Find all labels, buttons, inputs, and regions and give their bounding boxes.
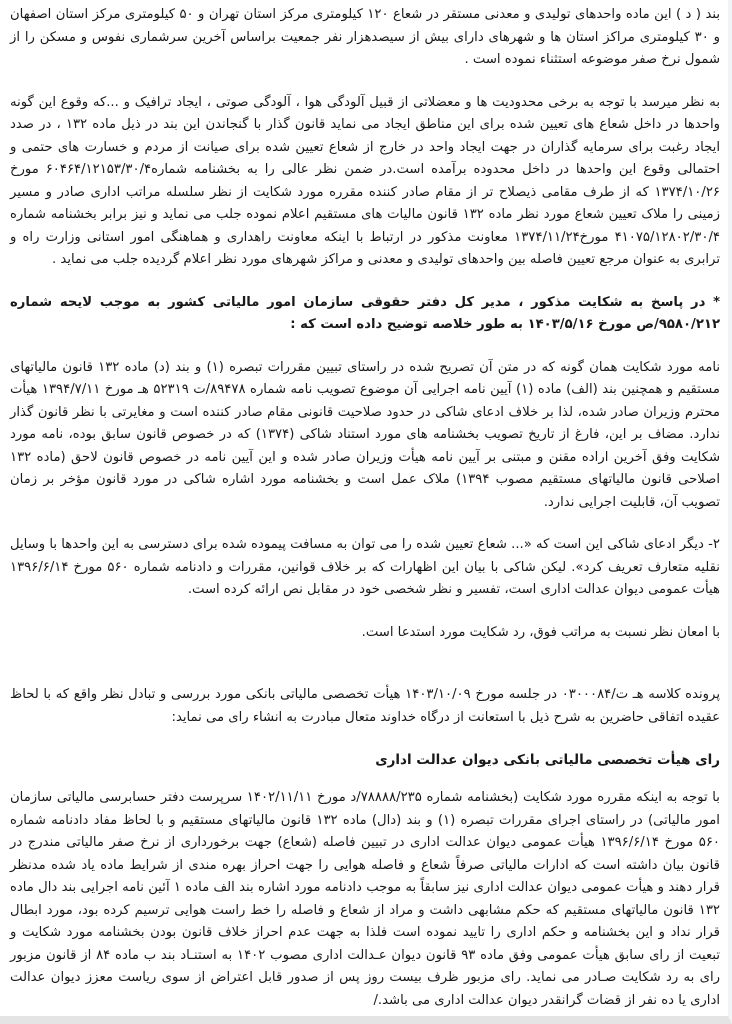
- paragraph-case-session: پرونده کلاسه هـ ت/۰۳۰۰۰۸۴ در جلسه مورخ ۱۴۰۳/۱۰/۰۹ هیأت تخصصی مالیاتی بانکی مورد بررسی و تبادل نظر واقع که با لحاظ عقیده اتفاقی حاضرین به شرح ذیل با استعانت از درگاه خداوند متعال مبادرت به انشاء رای می نماید:: [10, 687, 720, 725]
- paragraph-verdict: با توجه به اینکه مقرره مورد شکایت (بخشنامه شماره ۷۸۸۸۸/۲۳۵/د مورخ ۱۴۰۲/۱۱/۱۱ سرپرست دفتر حسابرسی مالیاتی سازمان امور مالیاتی) در راستای اجرای مقررات تبصره (۱) و بند (دال) ماده ۱۳۲ قانون مالیاتهای مستقیم و با لحاظ مفاد دادنامه شماره ۵۶۰ مورخ ۱۳۹۶/۶/۱۴ هیأت عمومی دیوان عدالت اداری در تبیین فاصله (شعاع) جهت برخورداری از نرخ صفر مالیاتی مندرج در قانون بیان داشته است که ادارات مالیاتی صرفاً شعاع و فاصله هوایی را جهت احراز بهره مندی از شرایط ماده یاد شده مدنظر قرار دهند و هیأت عمومی دیوان عدالت اداری نیز سابقاً به موجب دادنامه مورد اشاره بند الف ماده ۱ آئین نامه اجرایی بند دال ماده ۱۳۲ قانون مالیاتهای مستقیم که حکم مشابهی داشت و مراد از شعاع و فاصله را خط راست هوایی ترسیم کرده بود، مورد ابطال قرار نداد و این بخشنامه و حکم اداری را تایید نموده است فلذا به جهت عدم احراز خلاف قانون بودن بخشنامه مورد شکایت و تبعیت از رای سابق هیأت عمومی وفق ماده ۹۳ قانون دیوان عـدالت اداری مصوب ۱۴۰۲ به استنـاد بند ب ماده ۸۴ از قانون مزبور رای به رد شکایت صـادر می نماید. رای مزبور ظرف بیست روز پس از صدور قابل اعتراض از سوی ریاست معزز دیوان عدالت اداری یا ده نفر از قضات گرانقدر دیوان عدالت اداری می باشد./: [10, 790, 720, 1008]
- paragraph-respondent-argument-2: ۲- دیگر ادعای شاکی این است که «... شعاع تعیین شده را می توان به مسافت پیموده شده برای دسترسی به این واحدها با وسایل نقلیه متعارف تعریف کرد». لیکن شاکی با بیان این اظهارات که بر خلاف قوانین، مقررات و دادنامه شماره ۵۶۰ مورخ ۱۳۹۶/۶/۱۴ هیأت عمومی دیوان عدالت اداری است، تفسیر و نظر شخصی خود در مقابل نص ارائه کرده است.: [10, 537, 720, 597]
- paragraph-respondent-argument-1: نامه مورد شکایت همان گونه که در متن آن تصریح شده در راستای تبیین مقررات تبصره (۱) و بند (د) ماده ۱۳۲ قانون مالیاتهای مستقیم و همچنین بند (الف) ماده (۱) آیین نامه اجرایی آن موضوع تصویب نامه شماره ۸۹۴۷۸/ت ۵۲۳۱۹ هـ مورخ ۱۳۹۴/۷/۱۱ هیأت محترم وزیران صادر شده، لذا بر خلاف ادعای شاکی در حدود صلاحیت قانونی مقام صادر کننده است و مغایرتی با نظر قانون گذار ندارد. مضاف بر این، فارغ از تاریخ تصویب بخشنامه های مورد استناد شاکی (۱۳۷۴) که در خصوص قانون سابق بوده، نامه مورد شکایت وفق آخرین اراده مقنن و مبتنی بر آیین نامه هیأت وزیران صادر شده و این آیین نامه در خصوص قانون لاحق (ماده ۱۳۲ اصلاحی قانون مالیاتهای مستقیم مصوب ۱۳۹۴) ملاک عمل است و بخشنامه مورد اشاره شاکی در مورد قانون مؤخر بر زمان تصویب آن، قابلیت اجرایی ندارد.: [10, 359, 721, 510]
- paragraph-plaintiff-argument: به نظر میرسد با توجه به برخی محدودیت ها و معضلاتی از قبیل آلودگی هوا ، آلودگی صوتی ، ایجاد ترافیک و ...که وقوع این گونه واحدها در داخل شعاع های تعیین شده برای این مناطق ایجاد می نماید قانون گذار با گنجاندن این بند در ذیل ماده ۱۳۲ ، در صدد ایجاد رغبت برای سرمایه گذاران در جهت ایجاد واحد در خارج از شعاع تعیین شده برای صیانت از مردم و خسارت های حتمی و احتمالی وقوع این واحدها در داخل محدوده برآمده است.در ضمن نظر عالی را به بخشنامه شماره۶۰۴۶۴/۱۲۱۵۳/۳۰/۴ مورخ ۱۳۷۴/۱۰/۲۶ که از طرف مقامی ذیصلاح تر از مقام صادر کننده مقرره مورد شکایت از نظر سلسله مراتب اداری صادر و مسیر زمینی را ملاک تعیین شعاع مورد نظر ماده ۱۳۲ قانون مالیات های مستقیم اعلام نموده جلب می نماید و نیز برابر بخشنامه شماره ۴۱۰۷۵/۱۲۸۰۲/۳۰/۴ مورخ۱۳۷۴/۱۱/۲۴ معاونت مذکور در ارتباط با اینکه معاونت راهداری و هماهنگی امور استانی وزارت راه و ترابری به عنوان مرجع تعیین فاصله بین واحدهای تولیدی و معدنی و مراکز شهرهای مورد نظر اعلام گردیده جلب می نماید .: [10, 94, 720, 267]
- paragraph-request-rejection: با امعان نظر نسبت به مراتب فوق، رد شکایت مورد استدعا است.: [361, 624, 720, 640]
- paragraph-respondent-intro: * در پاسخ به شکایت مذکور ، مدیر کل دفتر حقوقی سازمان امور مالیاتی کشور به موجب لایحه شماره ۹۵۸۰/۲۱۲/ص مورخ ۱۴۰۳/۵/۱۶ به طور خلاصه توضیح داده است که :: [10, 294, 720, 332]
- paragraph-clause-d-exception: بند ( د ) این ماده واحدهای تولیدی و معدنی مستقر در شعاع ۱۲۰ کیلومتری مرکز استان تهران و ۵۰ کیلومتری مرکز استان اصفهان و ۳۰ کیلومتری مراکز استان ها و شهرهای دارای بیش از سیصدهزار نفر جمعیت براساس آخرین سرشماری نفوس و مسکن را از شمول نرخ صفر موضوعه استثناء نموده است .: [10, 7, 721, 67]
- verdict-heading: رای هیأت تخصصی مالیاتی بانکی دیوان عدالت اداری: [375, 752, 720, 768]
